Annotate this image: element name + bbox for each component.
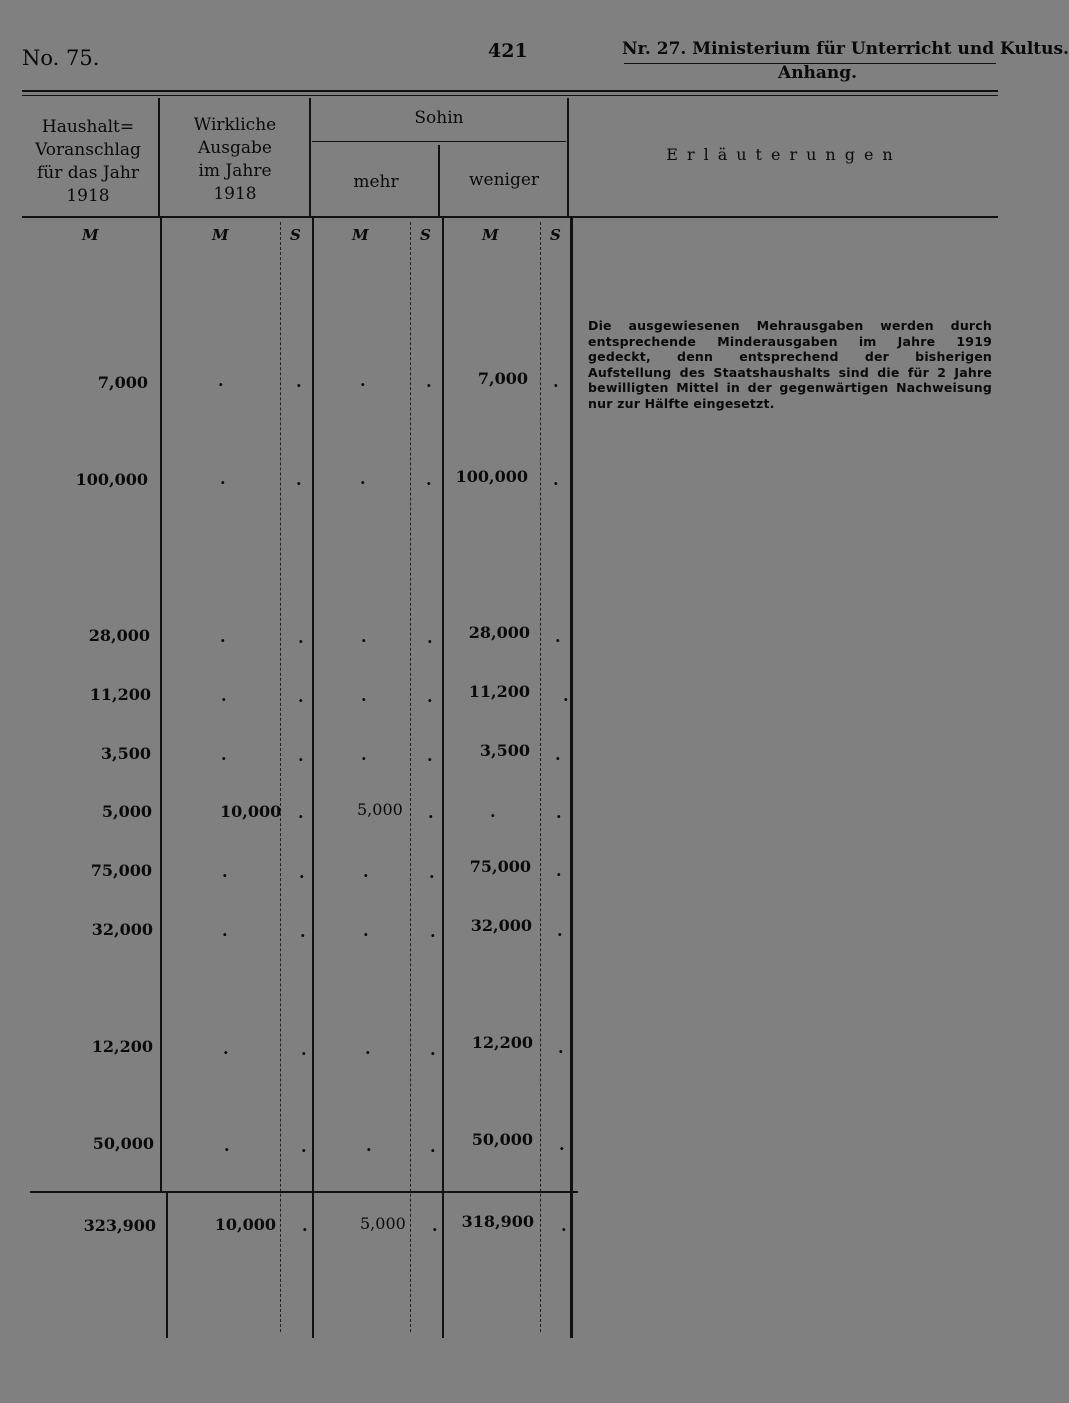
unit-mark: M	[352, 226, 369, 244]
cell-voranschlag: 5,000	[101, 802, 152, 821]
cell-weniger: 11,200	[468, 682, 530, 701]
page-label: No. 75.	[22, 46, 100, 70]
cell-ausgabe-pf: .	[301, 1137, 307, 1156]
cell-mehr: .	[366, 1136, 372, 1155]
cell-mehr-pf: .	[428, 803, 434, 822]
cell-ausgabe-pf: .	[298, 803, 304, 822]
cell-mehr: .	[360, 371, 366, 390]
cell-weniger-pf: .	[556, 861, 562, 880]
cell-mehr-pf: .	[430, 1040, 436, 1059]
cell-mehr-pf: .	[427, 628, 433, 647]
cell-ausgabe: .	[220, 627, 226, 646]
cell-weniger-pf: .	[555, 745, 561, 764]
page-number: 421	[488, 40, 528, 62]
cell-weniger-pf: .	[563, 686, 569, 705]
cell-ausgabe: 10,000	[220, 802, 282, 821]
header-ausgabe-line: im Jahre	[198, 161, 272, 181]
cell-mehr-pf: .	[429, 863, 435, 882]
cell-voranschlag: 7,000	[97, 373, 148, 392]
col-rule	[166, 1193, 168, 1338]
cell-mehr: .	[360, 469, 366, 488]
cell-weniger: 12,200	[471, 1033, 533, 1052]
cell-weniger-pf: .	[559, 1135, 565, 1154]
header-ausgabe	[164, 114, 306, 206]
cell-ausgabe-pf: .	[296, 470, 302, 489]
cell-mehr: .	[361, 686, 367, 705]
cell-mehr-pf: .	[427, 746, 433, 765]
unit-mark: M	[482, 226, 499, 244]
total-mehr-pf: .	[432, 1216, 438, 1235]
cell-mehr-pf: .	[430, 1137, 436, 1156]
cell-weniger: .	[490, 802, 496, 821]
cell-weniger-pf: .	[557, 921, 563, 940]
unit-pfennig: S	[420, 226, 431, 244]
col-rule	[309, 98, 311, 218]
total-weniger: 318,900	[461, 1212, 534, 1231]
unit-mark: M	[212, 226, 229, 244]
header-mehr: mehr	[353, 172, 399, 192]
col-rule	[442, 218, 444, 1338]
cell-weniger: 32,000	[470, 916, 532, 935]
header-erlaeuterungen: Erläuterungen	[666, 145, 902, 164]
total-voranschlag: 323,900	[83, 1216, 156, 1235]
explanation-note: Die ausgewiesenen Mehrausgaben werden durch entsprechende Minderausgaben im Jahre 1919 gedeckt, denn entsprechend der bisherigen Aufstellung des Staatshaushalts sind die für 2 Jahre bewilligten Mittel in der gegenwärtigen Nachweisung nur zur Hälfte eingesetzt.	[588, 318, 992, 411]
unit-pfennig: S	[290, 226, 301, 244]
cell-weniger: 100,000	[455, 467, 528, 486]
cell-voranschlag: 3,500	[100, 744, 151, 763]
header-voranschlag-line: Haushalt=	[41, 117, 135, 137]
col-rule	[567, 98, 569, 218]
cell-ausgabe-pf: .	[298, 746, 304, 765]
total-ausgabe: 10,000	[214, 1215, 276, 1234]
header-voranschlag	[24, 116, 152, 208]
header-sohin: Sohin	[414, 108, 464, 128]
cell-voranschlag: 50,000	[92, 1134, 154, 1153]
header-ausgabe-line: 1918	[213, 184, 257, 204]
cell-voranschlag: 28,000	[88, 626, 150, 645]
cell-weniger: 28,000	[468, 623, 530, 642]
cell-voranschlag: 32,000	[91, 920, 153, 939]
cell-mehr-pf: .	[426, 372, 432, 391]
cell-weniger: 3,500	[479, 741, 530, 760]
cell-voranschlag: 100,000	[75, 470, 148, 489]
col-rule	[158, 98, 160, 218]
header-rule	[22, 216, 998, 218]
cell-ausgabe: .	[224, 1136, 230, 1155]
cell-voranschlag: 12,200	[91, 1037, 153, 1056]
cell-ausgabe: .	[222, 921, 228, 940]
top-rule	[22, 90, 998, 92]
cell-ausgabe: .	[220, 469, 226, 488]
col-rule	[570, 218, 573, 1338]
cell-mehr-pf: .	[426, 470, 432, 489]
header-voranschlag-line: für das Jahr	[37, 163, 139, 183]
cell-ausgabe-pf: .	[296, 372, 302, 391]
cell-mehr-pf: .	[427, 687, 433, 706]
cell-mehr: .	[365, 1039, 371, 1058]
cell-weniger-pf: .	[553, 470, 559, 489]
cell-ausgabe: .	[222, 862, 228, 881]
cell-ausgabe: .	[221, 745, 227, 764]
cell-ausgabe-pf: .	[301, 1040, 307, 1059]
cell-ausgabe: .	[223, 1039, 229, 1058]
cell-weniger: 7,000	[477, 369, 528, 388]
cell-mehr: .	[363, 862, 369, 881]
top-rule-thin	[22, 95, 998, 96]
cell-mehr-pf: .	[430, 922, 436, 941]
cell-ausgabe-pf: .	[299, 863, 305, 882]
cell-mehr: 5,000	[357, 800, 403, 819]
header-voranschlag-line: Voranschlag	[35, 140, 141, 160]
cell-voranschlag: 75,000	[90, 861, 152, 880]
cell-voranschlag: 11,200	[89, 685, 151, 704]
cell-weniger-pf: .	[555, 627, 561, 646]
cell-mehr: .	[363, 921, 369, 940]
cell-ausgabe: .	[221, 686, 227, 705]
cell-mehr: .	[361, 627, 367, 646]
sum-rule	[30, 1191, 578, 1193]
cell-ausgabe-pf: .	[298, 628, 304, 647]
pf-rule	[410, 222, 411, 1332]
total-mehr: 5,000	[360, 1214, 406, 1233]
cell-ausgabe: .	[218, 371, 224, 390]
cell-weniger: 75,000	[469, 857, 531, 876]
total-weniger-pf: .	[561, 1216, 567, 1235]
cell-mehr: .	[361, 745, 367, 764]
page-subtitle: Anhang.	[778, 63, 858, 83]
unit-pfennig: S	[550, 226, 561, 244]
cell-ausgabe-pf: .	[300, 922, 306, 941]
cell-weniger-pf: .	[558, 1038, 564, 1057]
header-voranschlag-line: 1918	[66, 186, 110, 206]
header-ausgabe-line: Ausgabe	[198, 138, 272, 158]
unit-mark: M	[82, 226, 99, 244]
cell-weniger: 50,000	[471, 1130, 533, 1149]
total-ausgabe-pf: .	[302, 1216, 308, 1235]
sohin-rule	[312, 141, 566, 142]
page-title: Nr. 27. Ministerium für Unterricht und Kultus.	[622, 39, 1069, 59]
cell-ausgabe-pf: .	[298, 687, 304, 706]
cell-weniger-pf: .	[556, 803, 562, 822]
header-ausgabe-line: Wirkliche	[193, 115, 277, 135]
col-rule	[438, 145, 440, 218]
pf-rule	[280, 222, 281, 1332]
cell-weniger-pf: .	[553, 372, 559, 391]
col-rule	[160, 218, 162, 1193]
col-rule	[312, 218, 314, 1338]
header-weniger: weniger	[468, 170, 540, 190]
pf-rule	[540, 222, 541, 1332]
